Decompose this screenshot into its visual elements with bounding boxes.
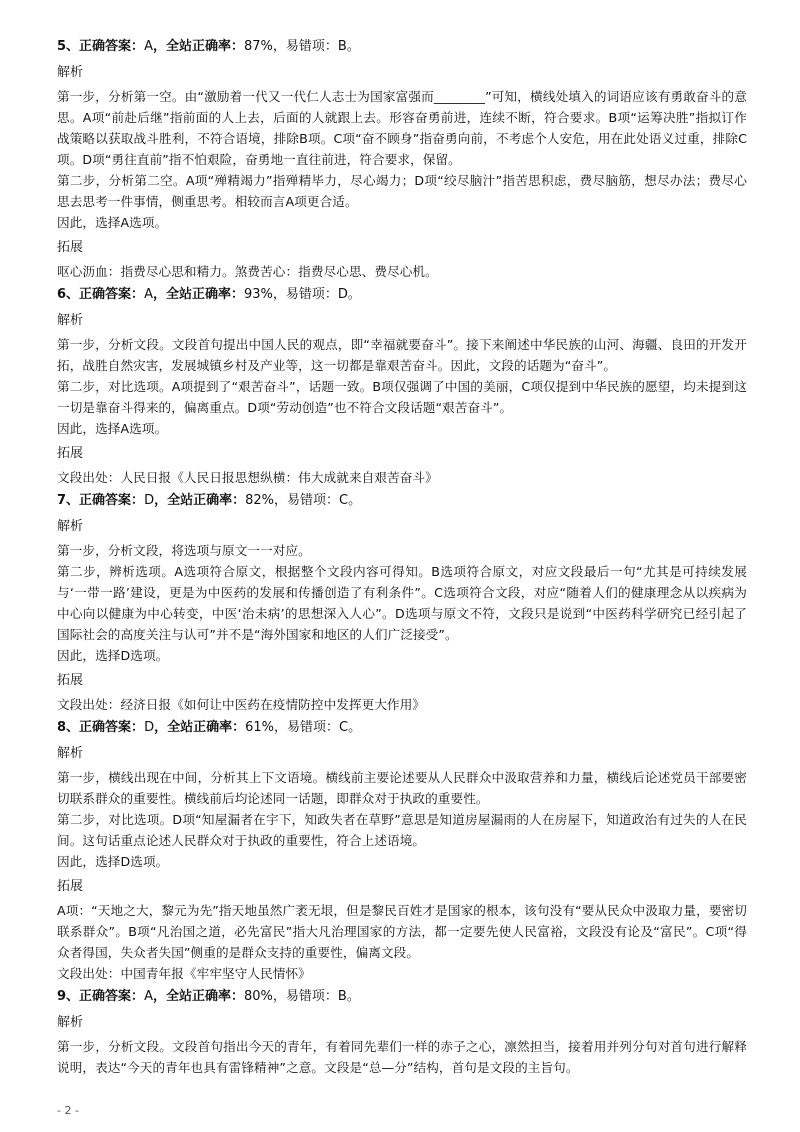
analysis-heading: 解析 bbox=[57, 1015, 84, 1030]
question-header bbox=[57, 36, 747, 58]
question-number: 7、 bbox=[57, 493, 80, 508]
analysis-paragraph: 因此，选择A选项。 bbox=[57, 215, 168, 230]
analysis-heading: 解析 bbox=[57, 746, 84, 761]
analysis-paragraph: 第一步，横线出现在中间，分析其上下文语境。横线前主要论述要从人民群众中汲取营养和力量，横线后论述党员干部要密切联系群众的重要性。横线前后均论述同一话题，即群众对于执政的重要性。 bbox=[57, 770, 747, 806]
analysis-paragraph: 第二步，辨析选项。A选项符合原文，根据整个文段内容可得知。B选项符合原文，对应文段最后一句“尤其是可持续发展与‘一带一路’建设，更是为中医药的发展和传播创造了有利条件”。C选项符合文段，对应“随着人们的健康理念从以疾病为中心向以健康为中心转变，中医‘治未病’的思想深入人心”。D选项与原文不符，文段只是说到“中医药科学研究已经引起了国际社会的高度关注与认可”并不是“海外国家和地区的人们广泛接受”。 bbox=[57, 564, 747, 642]
answer-label: 正确答案： bbox=[79, 720, 145, 735]
analysis-paragraph: 因此，选择D选项。 bbox=[57, 648, 169, 663]
analysis-paragraph: 因此，选择A选项。 bbox=[57, 421, 168, 436]
answer-label: 正确答案： bbox=[79, 287, 145, 302]
accuracy-label: ，全站正确率： bbox=[152, 989, 244, 1004]
accuracy-rate: 87% bbox=[243, 39, 273, 54]
common-error-option: C。 bbox=[339, 493, 362, 508]
answer-label: 正确答案： bbox=[79, 39, 145, 54]
accuracy-rate: 82% bbox=[245, 493, 274, 508]
question-number: 5、 bbox=[57, 39, 80, 54]
question-number: 6、 bbox=[57, 287, 80, 302]
question-header bbox=[57, 284, 747, 306]
accuracy-label: ，全站正确率： bbox=[154, 493, 246, 508]
analysis-heading: 解析 bbox=[57, 313, 84, 328]
question-block bbox=[57, 717, 747, 984]
accuracy-rate: 80% bbox=[243, 989, 273, 1004]
page-number: - 2 - bbox=[57, 1104, 79, 1117]
correct-answer: A bbox=[144, 39, 153, 54]
accuracy-label: ，全站正确率： bbox=[152, 39, 244, 54]
accuracy-rate: 93% bbox=[243, 287, 273, 302]
accuracy-rate: 61% bbox=[245, 720, 274, 735]
correct-answer: A bbox=[144, 989, 153, 1004]
analysis-paragraph: 第二步，分析第二空。A项“殚精竭力”指殚精毕力，尽心竭力；D项“绞尽脑汁”指苦思积虑，费尽脑筋，想尽办法；费尽心思去思考一件事情，侧重思考。相较而言A项更合适。 bbox=[57, 173, 747, 209]
question-block bbox=[57, 36, 747, 282]
accuracy-label: ，全站正确率： bbox=[152, 287, 244, 302]
extension-paragraph: 文段出处：人民日报《人民日报思想纵横：伟大成就来自艰苦奋斗》 bbox=[57, 470, 438, 485]
common-error-label: ，易错项： bbox=[272, 989, 338, 1004]
extension-heading: 拓展 bbox=[57, 240, 84, 255]
answer-sheet bbox=[57, 34, 747, 1078]
question-header bbox=[57, 717, 747, 739]
extension-paragraph: 文段出处：中国青年报《牢牢坚守人民情怀》 bbox=[57, 966, 311, 981]
analysis-paragraph: 第二步，对比选项。D项“知屋漏者在宇下，知政失者在草野”意思是知道房屋漏雨的人在房屋下，知道政治有过失的人在民间。这句话重点论述人民群众对于执政的重要性，符合上述语境。 bbox=[57, 812, 747, 848]
common-error-option: B。 bbox=[337, 989, 360, 1004]
extension-heading: 拓展 bbox=[57, 673, 84, 688]
common-error-label: ，易错项： bbox=[272, 287, 338, 302]
answer-label: 正确答案： bbox=[79, 989, 145, 1004]
accuracy-label: ，全站正确率： bbox=[154, 720, 246, 735]
analysis-paragraph: 第一步，分析文段。文段首句指出今天的青年，有着同先辈们一样的赤子之心，凛然担当，接着用并列分句对首句进行解释说明，表达“今天的青年也具有雷锋精神”之意。文段是“总—分”结构，首句是文段的主旨句。 bbox=[57, 1039, 747, 1075]
question-block bbox=[57, 284, 747, 488]
question-block bbox=[57, 490, 747, 715]
analysis-heading: 解析 bbox=[57, 519, 84, 534]
question-header bbox=[57, 986, 747, 1008]
extension-paragraph: 文段出处：经济日报《如何让中医药在疫情防控中发挥更大作用》 bbox=[57, 697, 426, 712]
correct-answer: A bbox=[144, 287, 153, 302]
analysis-paragraph: 第二步，对比选项。A项提到了“艰苦奋斗”，话题一致。B项仅强调了中国的美丽，C项仅提到中华民族的愿望，均未提到这一切是靠奋斗得来的，偏离重点。D项“劳动创造”也不符合文段话题“艰苦奋斗”。 bbox=[57, 379, 747, 415]
common-error-option: C。 bbox=[339, 720, 362, 735]
common-error-option: D。 bbox=[337, 287, 361, 302]
answer-label: 正确答案： bbox=[79, 493, 145, 508]
correct-answer: D bbox=[144, 493, 155, 508]
analysis-paragraph: 第一步，分析文段。文段首句提出中国人民的观点，即“幸福就要奋斗”。接下来阐述中华民族的山河、海疆、良田的开发开拓，战胜自然灾害，发展城镇乡村及产业等，这一切都是靠艰苦奋斗。因此，文段的话题为“奋斗”。 bbox=[57, 337, 747, 373]
analysis-paragraph: 第一步，分析第一空。由“激励着一代又一代仁人志士为国家富强而________”可知，横线处填入的词语应该有勇敢奋斗的意思。A项“前赴后继”指前面的人上去，后面的人就跟上去。形容奋勇前进，连续不断，符合要求。B项“运筹决胜”指拟订作战策略以获取战斗胜利，不符合语境，排除B项。C项“奋不顾身”指奋勇向前，不考虑个人安危，用在此处语义过重，排除C项。D项“勇往直前”指不怕艰险，奋勇地一直往前进，符合要求，保留。 bbox=[57, 89, 747, 167]
analysis-paragraph: 第一步，分析文段，将选项与原文一一对应。 bbox=[57, 543, 311, 558]
extension-heading: 拓展 bbox=[57, 446, 84, 461]
question-block bbox=[57, 986, 747, 1078]
common-error-label: ，易错项： bbox=[274, 493, 340, 508]
question-number: 8、 bbox=[57, 720, 80, 735]
question-header bbox=[57, 490, 747, 512]
common-error-label: ，易错项： bbox=[274, 720, 340, 735]
extension-paragraph: 呕心沥血：指费尽心思和精力。煞费苦心：指费尽心思、费尽心机。 bbox=[57, 264, 438, 279]
extension-heading: 拓展 bbox=[57, 879, 84, 894]
common-error-label: ，易错项： bbox=[272, 39, 338, 54]
correct-answer: D bbox=[144, 720, 155, 735]
common-error-option: B。 bbox=[337, 39, 360, 54]
analysis-heading: 解析 bbox=[57, 65, 84, 80]
question-number: 9、 bbox=[57, 989, 80, 1004]
analysis-paragraph: 因此，选择D选项。 bbox=[57, 854, 169, 869]
extension-paragraph: A项：“天地之大，黎元为先”指天地虽然广袤无垠，但是黎民百姓才是国家的根本，该句没有“要从民众中汲取力量，要密切联系群众”。B项“凡治国之道，必先富民”指大凡治理国家的方法，都一定要先使人民富裕，文段没有论及“富民”。C项“得众者得国，失众者失国”侧重的是群众支持的重要性，偏离文段。 bbox=[57, 903, 747, 960]
